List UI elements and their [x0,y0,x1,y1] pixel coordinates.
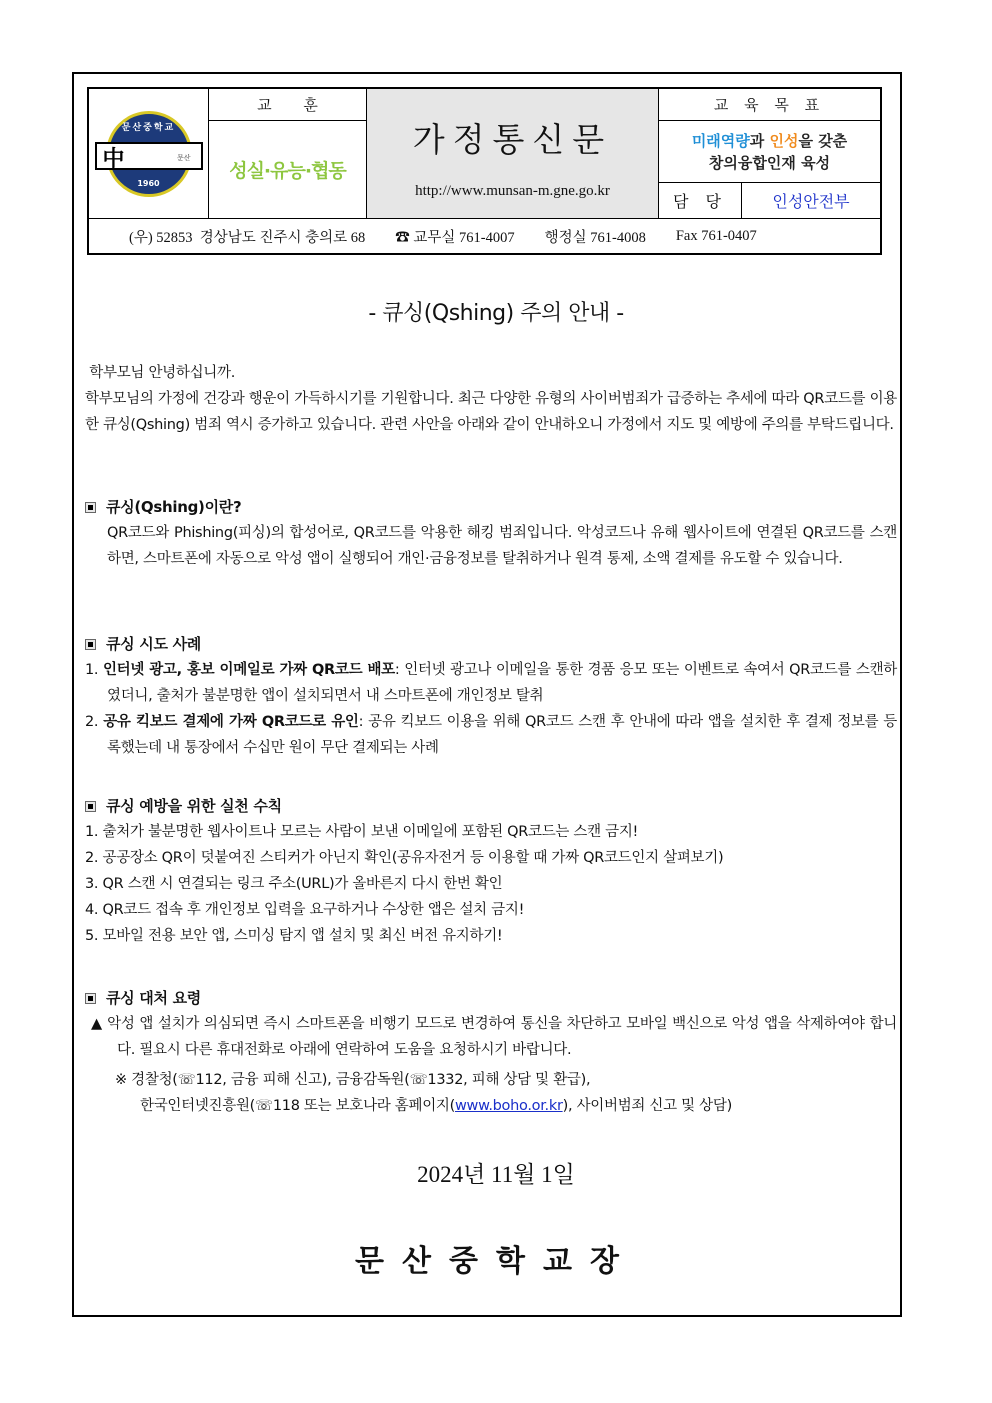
emblem-small-text: 문산 [176,153,191,162]
charge-department: 인성안전부 [772,192,850,211]
note-text: 한국인터넷진흥원(☏118 또는 보호나라 홈페이지( [140,1098,455,1114]
contact-note-2 [85,1093,897,1119]
item-text: : 공유 킥보드 이용을 위해 QR코드 스캔 후 안내에 따라 앱을 설치한 후 결제 정보를 등록했는데 내 통장에서 수십만 원이 무단 결제되는 사례 [107,714,897,756]
square-bullet-icon [85,502,96,513]
square-bullet-icon [85,639,96,650]
emblem-band [95,142,203,170]
rule-item: 3. QR 스캔 시 연결되는 링크 주소(URL)가 올바른지 다시 한번 확인 [85,876,503,892]
rule-item: 4. QR코드 접속 후 개인정보 입력을 요구하거나 수상한 앱은 설치 금지! [85,902,525,918]
charge-label: 담 당 [659,183,742,218]
motto-label: 교 훈 [209,89,367,121]
contact-note-1: ※ 경찰청(☏112, 금융 피해 신고), 금융감독원(☏1332, 피해 상담 및 환급), [115,1072,591,1088]
goal-line-1 [692,130,847,152]
intro-block [85,360,897,438]
section-heading [85,985,897,1011]
newsletter-title: 가정통신문 [412,119,613,159]
postal-address: (우) 52853 경상남도 진주시 충의로 68 [129,229,366,246]
response-bullet: ▲ 악성 앱 설치가 의심되면 즉시 스마트폰을 비행기 모드로 변경하여 통신을 차단하고 모바일 백신으로 악성 앱을 삭제하여야 합니다. 필요시 다른 휴대전화로 아래에 연락하여 도움을 요청하시기 바랍니다. [91,1016,897,1058]
rule-item: 2. 공공장소 QR이 덧붙여진 스티커가 아닌지 확인(공유자전거 등 이용할 때 가짜 QR코드인지 살펴보기) [85,850,724,866]
section-response [85,985,897,1119]
case-item [85,657,897,709]
case-item [85,709,897,761]
school-logo-cell [89,89,209,218]
section-heading [85,494,897,520]
heading-text: 큐싱(Qshing)이란? [106,498,242,516]
principal-signature: 문산중학교장 [355,1244,637,1279]
goal-line-2: 창의융합인재 육성 [708,153,831,172]
section-prevention [85,793,897,949]
school-motto: 성실·유능·협동 [209,121,367,218]
section-what-is-qshing [85,494,897,572]
title-cell [367,89,659,218]
square-bullet-icon [85,993,96,1004]
address-row [89,218,880,253]
goal-part-character: 인성 [769,131,799,150]
education-goal [659,121,880,183]
section-heading [85,793,897,819]
section-cases [85,631,897,761]
emblem-char: 中 [102,146,125,172]
admin-phone: 행정실 761-4008 [544,229,646,246]
boho-link[interactable]: www.boho.or.kr [454,1098,563,1114]
heading-text: 큐싱 시도 사례 [106,635,201,653]
item-title: 인터넷 광고, 홍보 이메일로 가짜 QR코드 배포 [102,662,395,678]
letterhead-table [87,87,882,255]
document-title: - 큐싱(Qshing) 주의 안내 - [368,301,624,326]
item-number: 2. [85,714,104,730]
fax-number: Fax 761-0407 [675,227,757,244]
education-goal-label: 교 육 목 표 [659,89,880,121]
square-bullet-icon [85,801,96,812]
note-text: ), 사이버범죄 신고 및 상담) [562,1098,732,1114]
rule-item: 1. 출처가 불분명한 웹사이트나 모르는 사람이 보낸 이메일에 포함된 QR코드는 스캔 금지! [85,824,639,840]
greeting: 학부모님 안녕하십니까. [85,365,235,381]
intro-paragraph: 학부모님의 가정에 건강과 행운이 가득하시기를 기원합니다. 최근 다양한 유형의 사이버범죄가 급증하는 추세에 따라 QR코드를 이용한 큐싱(Qshing) 범죄 역시 증가하고 있습니다. 관련 사안을 아래와 같이 안내하오니 가정에서 지도 및 예방에 주의를 부탁드립니다. [85,391,897,433]
item-title: 공유 킥보드 결제에 가짜 QR코드로 유인 [103,714,359,730]
heading-text: 큐싱 대처 요령 [106,989,201,1007]
school-url[interactable]: http://www.munsan-m.gne.go.kr [415,182,610,199]
goal-part-and: 과 [749,131,770,150]
emblem-year: 1960 [137,178,160,188]
office-phone: ☎ 교무실 761-4007 [395,229,515,246]
goal-part-having: 을 갖춘 [798,131,848,150]
school-emblem-icon [102,111,192,197]
rule-item: 5. 모바일 전용 보안 앱, 스미싱 탐지 앱 설치 및 최신 버전 유지하기! [85,928,503,944]
goal-part-future: 미래역량 [691,131,750,150]
emblem-arc-text: 문산중학교 [121,122,176,133]
section-body: QR코드와 Phishing(피싱)의 합성어로, QR코드를 악용한 해킹 범죄입니다. 악성코드나 유해 웹사이트에 연결된 QR코드를 스캔하면, 스마트폰에 자동으로 악성 앱이 실행되어 개인·금융정보를 탈취하거나 원격 통제, 소액 결제를 유도할 수 있습니다. [107,525,897,567]
heading-text: 큐싱 예방을 위한 실천 수칙 [106,797,282,815]
section-heading [85,631,897,657]
issue-date: 2024년 11월 1일 [417,1162,575,1187]
item-number: 1. [85,662,103,678]
item-text: : 인터넷 광고나 이메일을 통한 경품 응모 또는 이벤트로 속여서 QR코드를 스캔하였더니, 출처가 불분명한 앱이 설치되면서 내 스마트폰에 개인정보 탈취 [107,662,898,704]
